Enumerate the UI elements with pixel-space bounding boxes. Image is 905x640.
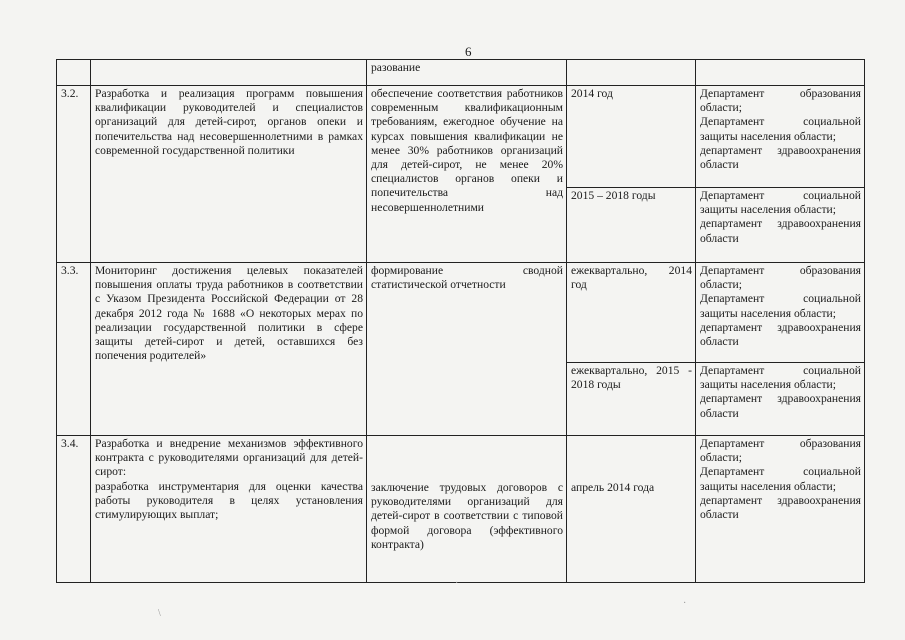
- scan-speck: ·: [683, 598, 687, 609]
- activity-cell: Мониторинг достижения целевых показателей повышения оплаты труда работников в соответствии с Указом Президента Российской Федерации от 28 декабря 2012 года № 1688 «О некоторых мерах по реализации государственной политики в сфере защиты детей-сирот и детей, оставшихся без попечения родителей»: [91, 263, 367, 436]
- table-row: [57, 436, 865, 583]
- table-row-continuation: [57, 60, 865, 86]
- term-cell: ежеквартально, 2014 год: [567, 263, 696, 363]
- result-text: заключение трудовых договоров с руководителями организаций для детей-сирот в соответствии с типовой формой договора (эффективного контракта): [371, 481, 563, 551]
- responsible-cell: Департамент образования области; Департамент социальной защиты населения области; департамент здравоохранения области: [696, 436, 865, 583]
- term-text: апрель 2014 года: [571, 481, 655, 494]
- responsible-cell: Департамент образования области; Департамент социальной защиты населения области; департамент здравоохранения области: [696, 86, 865, 188]
- term-cell: 2015 – 2018 годы: [567, 188, 696, 263]
- cell-empty: [567, 60, 696, 86]
- cell-empty: [57, 60, 91, 86]
- scan-speck: ·: [455, 578, 459, 589]
- item-number: 3.4.: [57, 436, 91, 583]
- table-row: [57, 263, 865, 363]
- page-number: 6: [465, 44, 472, 59]
- scan-speck: \: [158, 608, 161, 619]
- responsible-cell: Департамент социальной защиты населения области; департамент здравоохранения области: [696, 363, 865, 436]
- activity-cell: Разработка и реализация программ повышения квалификации руководителей и специалистов организаций для детей-сирот, органов опеки и попечительства над несовершеннолетними в рамках современной государственной политики: [91, 86, 367, 263]
- item-number: 3.3.: [57, 263, 91, 436]
- term-cell: ежеквартально, 2015 - 2018 годы: [567, 363, 696, 436]
- responsible-cell: Департамент социальной защиты населения области; департамент здравоохранения области: [696, 188, 865, 263]
- responsible-cell: Департамент образования области; Департамент социальной защиты населения области; департамент здравоохранения области: [696, 263, 865, 363]
- activity-cell: Разработка и внедрение механизмов эффективного контракта с руководителями организаций для детей-сирот: разработка инструментария для оценки качества работы руководителя в целях установления стимулирующих выплат;: [91, 436, 367, 583]
- table-row: [57, 86, 865, 188]
- term-cell: [567, 436, 696, 583]
- result-cell: обеспечение соответствия работников современным квалификационным требованиям, ежегодное обучение на курсах повышения квалификации не менее 30% работников организаций для детей-сирот, не менее 20% специалистов органов опеки и попечительства над несовершеннолетними: [367, 86, 567, 263]
- cell-result-continuation: разование: [367, 60, 567, 86]
- cell-empty: [696, 60, 865, 86]
- result-cell: формирование сводной статистической отчетности: [367, 263, 567, 436]
- measures-table: [56, 59, 865, 583]
- result-cell: [367, 436, 567, 583]
- cell-empty: [91, 60, 367, 86]
- item-number: 3.2.: [57, 86, 91, 263]
- term-cell: 2014 год: [567, 86, 696, 188]
